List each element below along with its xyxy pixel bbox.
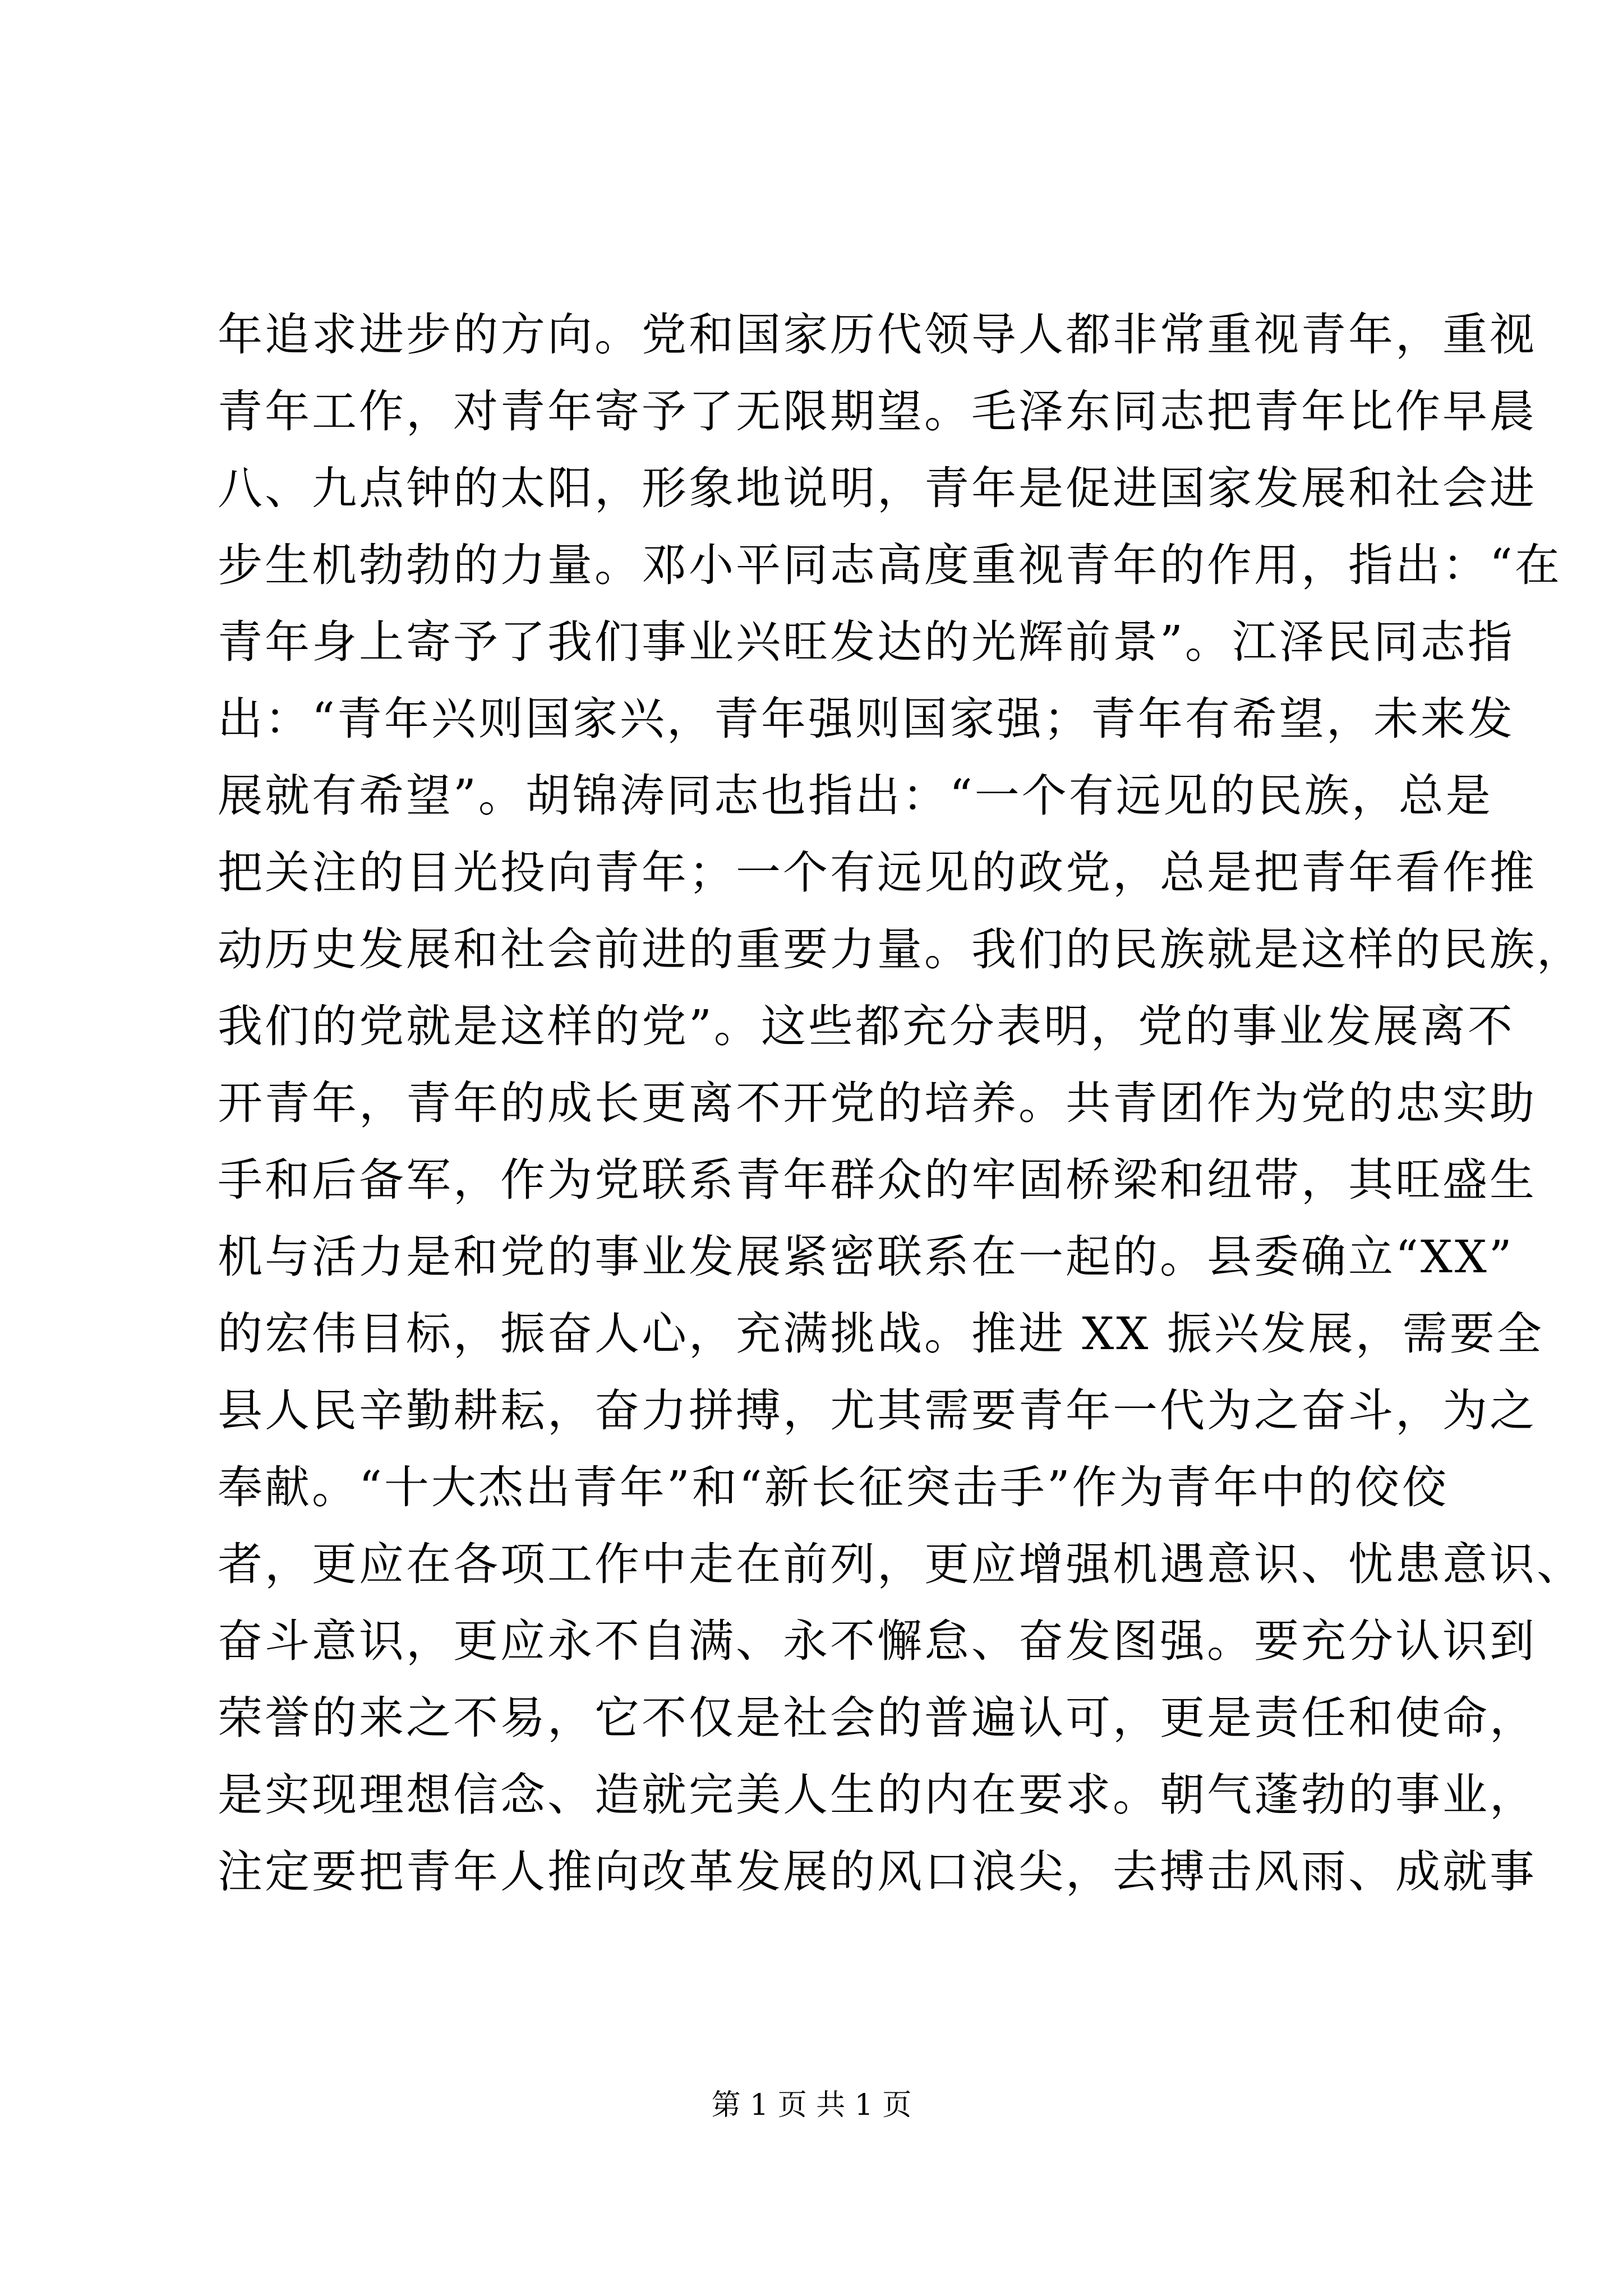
text-line: 者，更应在各项工作中走在前列，更应增强机遇意识、忧患意识、 xyxy=(218,1538,1584,1590)
text-line: 开青年，青年的成长更离不开党的培养。共青团作为党的忠实助 xyxy=(218,1077,1537,1129)
page-footer: 第 1 页 共 1 页 xyxy=(711,2088,912,2122)
text-line: 县人民辛勤耕耘，奋力拼搏，尤其需要青年一代为之奋斗，为之 xyxy=(218,1384,1537,1437)
text-line: 青年工作，对青年寄予了无限期望。毛泽东同志把青年比作早晨 xyxy=(218,385,1537,438)
text-line: 动历史发展和社会前进的重要力量。我们的民族就是这样的民族， xyxy=(218,923,1584,976)
body-text xyxy=(218,296,1584,1910)
text-line: 步生机勃勃的力量。邓小平同志高度重视青年的作用，指出：“在 xyxy=(218,539,1562,591)
text-line: 我们的党就是这样的党”。这些都充分表明，党的事业发展离不 xyxy=(218,1000,1515,1052)
text-line: 把关注的目光投向青年；一个有远见的政党，总是把青年看作推 xyxy=(218,846,1537,899)
text-line: 的宏伟目标，振奋人心，充满挑战。推进 XX 振兴发展，需要全 xyxy=(218,1308,1544,1360)
text-line: 八、九点钟的太阳，形象地说明，青年是促进国家发展和社会进 xyxy=(218,462,1537,514)
text-line: 奋斗意识，更应永不自满、永不懈怠、奋发图强。要充分认识到 xyxy=(218,1615,1537,1667)
text-line: 展就有希望”。胡锦涛同志也指出：“一个有远见的民族，总是 xyxy=(218,770,1493,822)
text-line: 青年身上寄予了我们事业兴旺发达的光辉前景”。江泽民同志指 xyxy=(218,616,1515,668)
text-line: 注定要把青年人推向改革发展的风口浪尖，去搏击风雨、成就事 xyxy=(218,1846,1537,1898)
text-line: 手和后备军，作为党联系青年群众的牢固桥梁和纽带，其旺盛生 xyxy=(218,1154,1537,1206)
text-line: 出：“青年兴则国家兴，青年强则国家强；青年有希望，未来发 xyxy=(218,693,1515,745)
text-line: 是实现理想信念、造就完美人生的内在要求。朝气蓬勃的事业， xyxy=(218,1769,1537,1821)
text-line: 机与活力是和党的事业发展紧密联系在一起的。县委确立“XX” xyxy=(218,1231,1514,1283)
text-line: 年追求进步的方向。党和国家历代领导人都非常重视青年，重视 xyxy=(218,309,1537,361)
text-line: 奉献。“十大杰出青年”和“新长征突击手”作为青年中的佼佼 xyxy=(218,1461,1449,1513)
text-line: 荣誉的来之不易，它不仅是社会的普遍认可，更是责任和使命， xyxy=(218,1692,1537,1744)
